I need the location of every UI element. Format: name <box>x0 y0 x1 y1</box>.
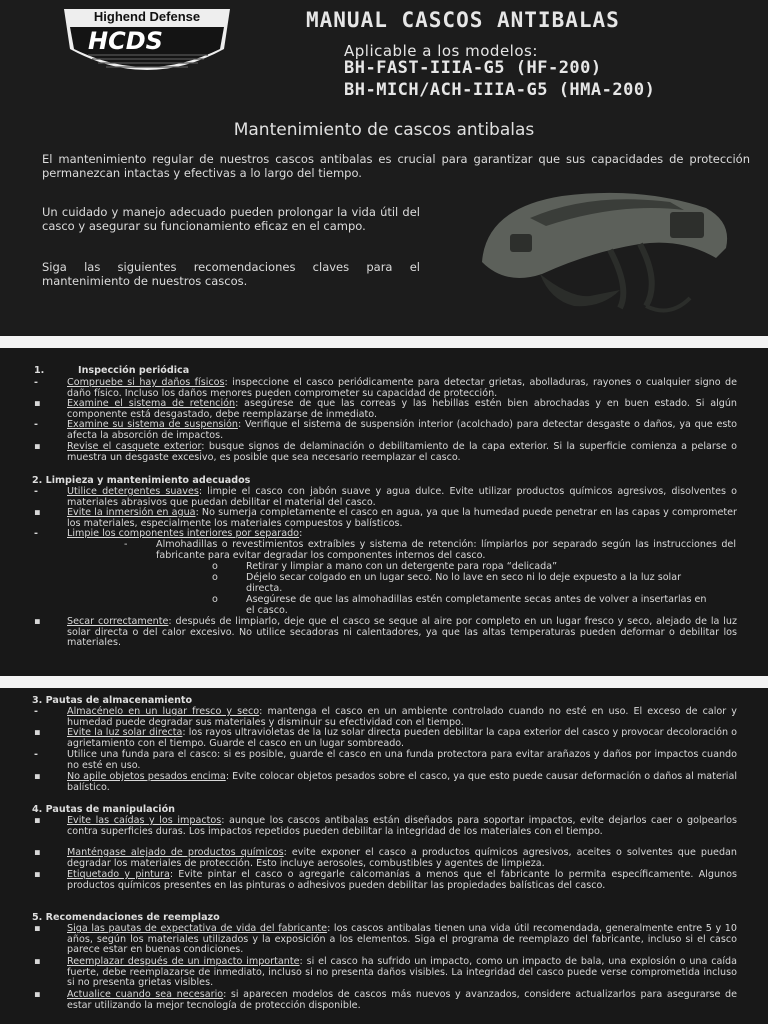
applicable-label: Aplicable a los modelos: <box>344 42 538 60</box>
s3-item-3: Utilice una funda para el casco: si es posible, guarde el casco en una funda protectora para evitar arañazos y daños por impactos cuando no esté en uso. <box>67 749 737 771</box>
s1-item-3: Examine su sistema de suspensión: Verifique el sistema de suspensión interior (acolchado) para detectar desgaste o daños, ya que esto afecta la absorción de impactos. <box>67 419 737 441</box>
bullet: - <box>34 528 38 539</box>
section-title: Mantenimiento de cascos antibalas <box>233 120 535 140</box>
bullet: ▪ <box>34 923 41 934</box>
section-divider <box>0 336 768 348</box>
intro-paragraph: El mantenimiento regular de nuestros cascos antibalas es crucial para garantizar que sus capacidades de protección permanezcan intactas y efectivas a lo largo del tiempo. <box>42 152 750 180</box>
maintenance-panel-1 <box>0 348 768 676</box>
bullet: - <box>34 419 38 430</box>
bullet: ▪ <box>34 507 41 518</box>
s3-item-2: Evite la luz solar directa: los rayos ultravioletas de la luz solar directa pueden debilitar la capa exterior del casco y provocar decoloración o agrietamiento con el tiempo. Guarde el casco en un lugar sombreado. <box>67 727 737 749</box>
s2-item-2: Evite la inmersión en agua: No sumerja completamente el casco en agua, ya que la humedad puede penetrar en las capas y comprometer los materiales, especialmente los materiales compuestos y balísticos. <box>67 507 737 529</box>
circle-bullet: o <box>212 594 218 605</box>
s5-item-2: Reemplazar después de un impacto importante: si el casco ha sufrido un impacto, como un impacto de bala, una explosión o una caída fuerte, debe reemplazarse de inmediato, incluso si no presenta daños visibles. La integridad del casco puede verse comprometida incluso si no presenta grietas visibles. <box>67 956 737 989</box>
s2-sub-1: Almohadillas o revestimientos extraíbles y sistema de retención: límpiarlos por separado según las instrucciones del fabricante para evitar degradar los componentes internos del casco. <box>156 539 736 561</box>
s3-item-4: No apile objetos pesados encima: Evite colocar objetos pesados sobre el casco, ya que esto puede causar deformación o daños al material balístico. <box>67 771 737 793</box>
manual-title: MANUAL CASCOS ANTIBALAS <box>306 8 620 32</box>
s1-item-2: Examine el sistema de retención: asegúrese de que las correas y las hebillas estén bien abrochadas y en buen estado. Si algún componente está desgastado, debe reemplazarse de inmediato. <box>67 398 737 420</box>
s2-subsub-2: Déjelo secar colgado en un lugar seco. No lo lave en seco ni lo deje expuesto a la luz solar directa. <box>246 572 682 594</box>
bullet: ▪ <box>34 815 41 826</box>
s1-number: 1. <box>34 365 45 376</box>
s1-title: Inspección periódica <box>78 365 190 376</box>
s4-item-1: Evite las caídas y los impactos: aunque los cascos antibalas están diseñados para soportar impactos, evite dejarlos caer o golpearlos contra superficies duras. Los impactos repetidos pueden debilitar la integridad de los materiales con el tiempo. <box>67 815 737 837</box>
s3-item-1: Almacénelo en un lugar fresco y seco: mantenga el casco en un ambiente controlado cuando no esté en uso. El exceso de calor y humedad puede degradar sus materiales y disminuir su efectividad con el tiempo. <box>67 706 737 728</box>
s2-item-1: Utilice detergentes suaves: limpie el casco con jabón suave y agua dulce. Evite utilizar productos químicos agresivos, disolventes o materiales abrasivos que puedan debilitar el material del casco. <box>67 486 737 508</box>
s4-title: 4. Pautas de manipulación <box>32 804 176 815</box>
bullet: ▪ <box>34 956 41 967</box>
bullet: ▪ <box>34 616 41 627</box>
bullet: ▪ <box>34 398 41 409</box>
s5-item-1: Siga las pautas de expectativa de vida del fabricante: los cascos antibalas tienen una vida útil recomendada, generalmente entre 5 y 10 años, según los materiales utilizados y la exposición a los elementos. Siga el programa de reemplazo del fabricante, incluso si el casco parece estar en buenas condiciones. <box>67 923 737 956</box>
s5-item-3: Actualice cuando sea necesario: si aparecen modelos de cascos más nuevos y avanzados, considere actualizarlos para asegurarse de estar utilizando la mejor tecnología de protección disponible. <box>67 989 737 1011</box>
s2-subsub-1: Retirar y limpiar a mano con un detergente para ropa “delicada” <box>246 561 558 572</box>
bullet: ▪ <box>34 771 41 782</box>
s2-item-3: Limpie los componentes interiores por separado: <box>67 528 303 539</box>
bullet: - <box>34 706 38 717</box>
s1-item-1: Compruebe si hay daños físicos: inspeccione el casco periódicamente para detectar grietas, abolladuras, rayones o cualquier signo de daño físico. Incluso los daños menores pueden comprometer su capacidad de protección. <box>67 377 737 399</box>
logo-brand-text: Highend Defense <box>93 9 201 24</box>
bullet: - <box>34 749 38 760</box>
bullet: - <box>34 377 38 388</box>
s2-subsub-3: Asegúrese de que las almohadillas estén completamente secas antes de volver a insertarlas en el casco. <box>246 594 707 616</box>
bullet: ▪ <box>34 847 41 858</box>
helmet-image <box>470 178 740 328</box>
s2-title: 2. Limpieza y mantenimiento adecuados <box>32 475 251 486</box>
s2-item-4: Secar correctamente: después de limpiarlo, deje que el casco se seque al aire por completo en un lugar fresco y seco, alejado de la luz solar directa o del calor excesivo. No utilice secadoras ni calentadores, ya que las altas temperaturas pueden deformar o debilitar los materiales. <box>67 616 738 649</box>
bullet: ▪ <box>34 727 41 738</box>
section-divider <box>0 676 768 688</box>
care-paragraph: Un cuidado y manejo adecuado pueden prolongar la vida útil del casco y asegurar su funcionamiento eficaz en el campo. <box>42 205 420 233</box>
s3-title: 3. Pautas de almacenamiento <box>32 695 193 706</box>
s5-title: 5. Recomendaciones de reemplazo <box>32 912 220 923</box>
s1-item-4: Revise el casquete exterior: busque signos de delaminación o debilitamiento de la capa exterior. Si la superficie comienza a pelarse o muestra un desgaste excesivo, es posible que sea necesario reemplazar el casco. <box>67 441 737 463</box>
circle-bullet: o <box>212 572 218 583</box>
svg-text:HCDS: HCDS <box>88 27 163 55</box>
maintenance-panel-2 <box>0 688 768 1024</box>
bullet: ▪ <box>34 869 41 880</box>
bullet: ▪ <box>34 989 41 1000</box>
bullet: ▪ <box>34 441 41 452</box>
bullet: - <box>34 486 38 497</box>
header-panel <box>0 0 768 335</box>
model-1: BH-FAST-IIIA-G5 (HF-200) <box>344 58 602 78</box>
circle-bullet: o <box>212 561 218 572</box>
s4-item-2: Manténgase alejado de productos químicos: evite exponer el casco a productos químicos agresivos, aceites o solventes que puedan degradar los materiales de protección. Esto incluye aerosoles, combustibles y agentes de limpieza. <box>67 847 737 869</box>
recommendations-paragraph: Siga las siguientes recomendaciones claves para el mantenimiento de nuestros cascos. <box>42 260 420 288</box>
sub-bullet: - <box>124 539 128 550</box>
s4-item-3: Etiquetado y pintura: Evite pintar el casco o agregarle calcomanías a menos que el fabricante lo permita específicamente. Algunos productos químicos presentes en las pinturas o adhesivos pueden debilitar las propiedades balísticas del casco. <box>67 869 737 891</box>
model-2: BH-MICH/ACH-IIIA-G5 (HMA-200) <box>344 80 656 100</box>
